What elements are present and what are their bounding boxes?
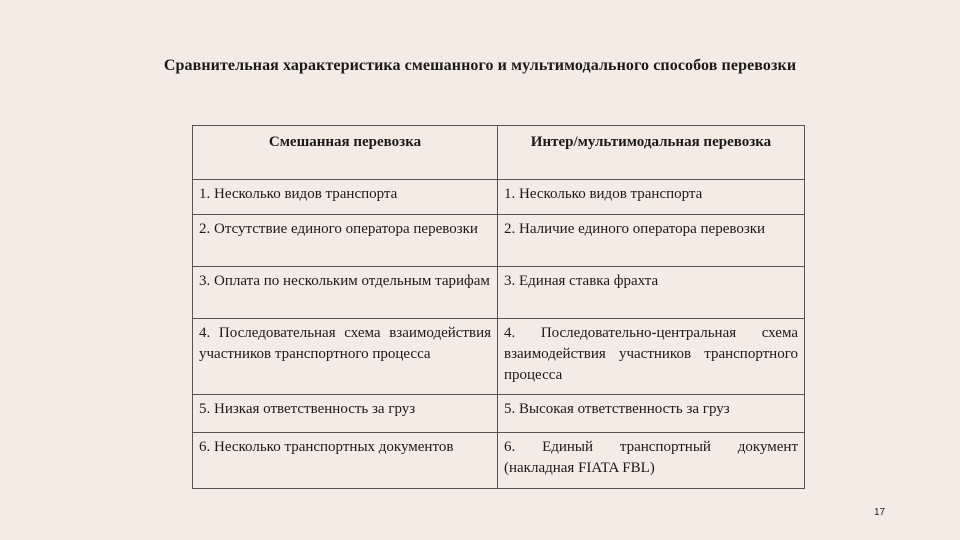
table-cell-mixed: 4. Последовательная схема взаимодействия участников транспортного процесса (193, 319, 498, 395)
slide-title: Сравнительная характеристика смешанного и мультимодального способов перевозки (163, 57, 797, 74)
table-cell-mixed: 6. Несколько транспортных документов (193, 433, 498, 489)
table-row (193, 433, 805, 489)
header-multimodal-transport: Интер/мультимодальная перевозка (498, 126, 805, 180)
header-mixed-transport: Смешанная перевозка (193, 126, 498, 180)
table-cell-mixed: 5. Низкая ответственность за груз (193, 395, 498, 433)
page-number: 17 (874, 507, 886, 518)
table-cell-multimodal: 1. Несколько видов транспорта (498, 180, 805, 215)
table-row (193, 215, 805, 267)
comparison-table (192, 125, 805, 489)
table-cell-multimodal: 6. Единый транспортный документ (накладная FIATA FBL) (498, 433, 805, 489)
table-cell-multimodal: 4. Последовательно-центральная схема взаимодействия участников транспортного процесса (498, 319, 805, 395)
table-cell-mixed: 1. Несколько видов транспорта (193, 180, 498, 215)
table-cell-multimodal: 5. Высокая ответственность за груз (498, 395, 805, 433)
table-header-row (193, 126, 805, 180)
table-row (193, 180, 805, 215)
table-cell-multimodal: 3. Единая ставка фрахта (498, 267, 805, 319)
table-cell-mixed: 2. Отсутствие единого оператора перевозки (193, 215, 498, 267)
table-row (193, 319, 805, 395)
table-cell-mixed: 3. Оплата по нескольким отдельным тарифам (193, 267, 498, 319)
table-cell-multimodal: 2. Наличие единого оператора перевозки (498, 215, 805, 267)
table-row (193, 267, 805, 319)
table-row (193, 395, 805, 433)
